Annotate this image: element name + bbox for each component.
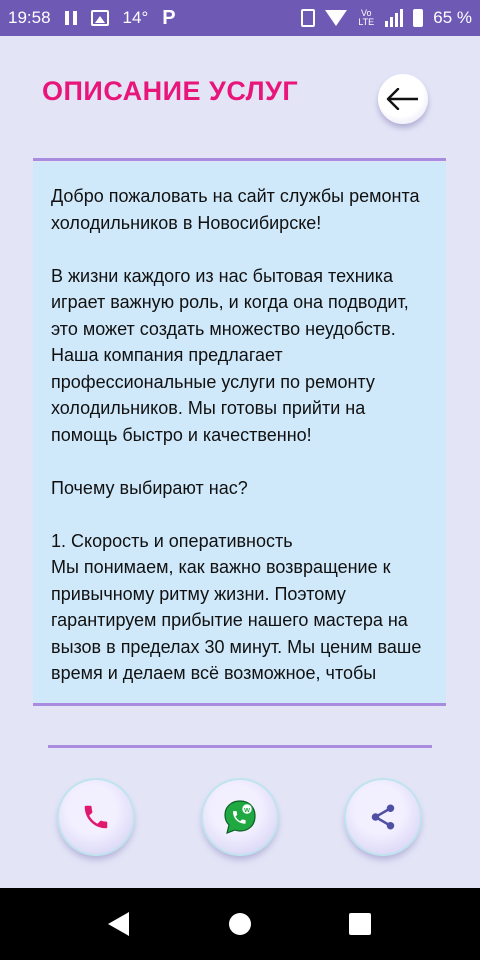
nav-back-icon[interactable] [108, 912, 129, 936]
phone-icon [81, 802, 111, 832]
services-description-text: Добро пожаловать на сайт службы ремонта холодильников в Новосибирске! В жизни каждого из нас бытовая техника играет важную роль, и когда она подводит, это может создать множество неудобств. Наша компания предлагает профессиональные услуги по ремонту холодильников. Мы готовы прийти на помощь быстро и качественно! Почему выбирают нас? 1. Скорость и оперативность Мы понимаем, как важно возвращение к привычному ритму жизни. Поэтому гарантируем прибытие нашего мастера на вызов в пределах 30 минут. Мы ценим ваше время и делаем всё возможное, чтобы [51, 186, 422, 683]
whatsapp-icon [221, 798, 259, 836]
top-divider [33, 158, 446, 161]
battery-percent: 65 % [433, 8, 472, 27]
status-time: 19:58 [8, 8, 51, 27]
signal-icon [385, 9, 403, 27]
call-button[interactable] [59, 780, 133, 854]
wifi-icon [325, 10, 347, 26]
actions-divider [48, 745, 432, 748]
volte-label: Vo LTE [358, 8, 375, 27]
vibrate-icon [301, 9, 315, 27]
nav-recents-icon[interactable] [349, 913, 371, 935]
back-button[interactable] [378, 74, 428, 124]
pause-icon [65, 11, 77, 25]
image-icon [91, 10, 109, 26]
whatsapp-button[interactable] [203, 780, 277, 854]
battery-icon [413, 9, 423, 27]
nav-home-icon[interactable] [229, 913, 251, 935]
share-button[interactable] [346, 780, 420, 854]
arrow-left-icon [386, 88, 420, 110]
status-bar [0, 0, 480, 36]
status-temperature: 14° [122, 8, 149, 27]
whatsapp-badge: w [244, 804, 250, 814]
services-description-panel[interactable] [33, 162, 446, 704]
page-title: ОПИСАНИЕ УСЛУГ [42, 76, 299, 106]
p-icon: P [162, 6, 176, 29]
content-bottom-divider [33, 703, 446, 706]
share-icon [368, 802, 398, 832]
